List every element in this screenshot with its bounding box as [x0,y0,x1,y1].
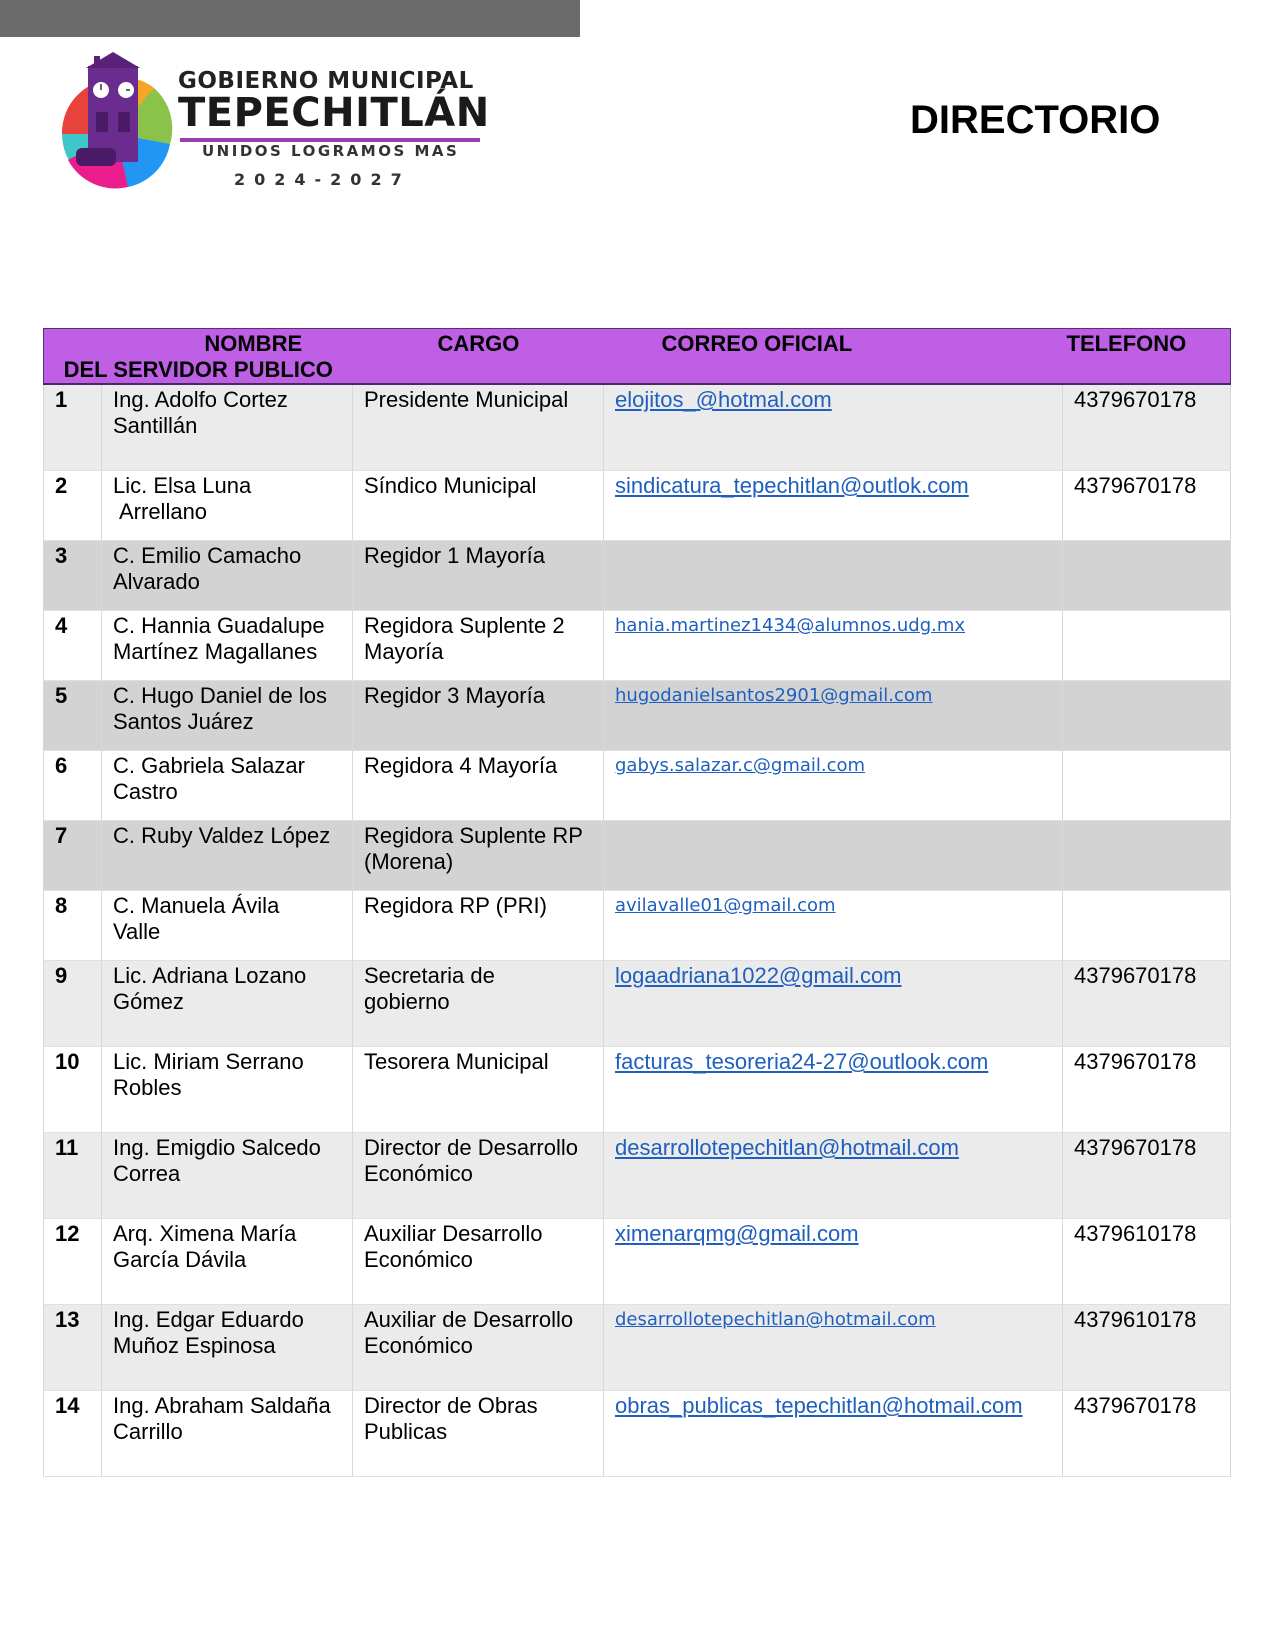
row-number: 14 [44,1391,102,1477]
row-number: 5 [44,681,102,751]
header-nombre [44,329,353,385]
cargo-cell [353,961,604,1047]
table-row [44,821,1231,891]
name-line: García Dávila [113,1247,247,1272]
phone-cell: 4379610178 [1063,1305,1231,1391]
phone-cell [1063,821,1231,891]
email-link[interactable]: elojitos_@hotmal.com [604,384,1063,471]
cargo-line: Secretaria de [364,963,495,988]
email-link[interactable]: desarrollotepechitlan@hotmail.com [604,1305,1063,1391]
phone-cell: 4379670178 [1063,471,1231,541]
row-number: 9 [44,961,102,1047]
table-row [44,541,1231,611]
phone-cell [1063,541,1231,611]
cargo-line: Regidora RP (PRI) [364,893,547,918]
header-cargo: CARGO [353,329,604,385]
row-number: 13 [44,1305,102,1391]
name-cell [102,1305,353,1391]
name-cell [102,611,353,681]
cargo-cell [353,751,604,821]
name-line: Arq. Ximena María [113,1221,297,1246]
cargo-cell [353,821,604,891]
email-link[interactable]: hania.martinez1434@alumnos.udg.mx [604,611,1063,681]
phone-cell [1063,891,1231,961]
top-gray-bar [0,0,580,37]
page-title: DIRECTORIO [910,98,1161,142]
name-line: Correa [113,1161,181,1186]
name-cell [102,1047,353,1133]
cargo-line: gobierno [364,989,450,1014]
row-number: 2 [44,471,102,541]
name-line: Martínez Magallanes [113,639,318,664]
phone-cell [1063,751,1231,821]
email-link[interactable]: avilavalle01@gmail.com [604,891,1063,961]
name-line: Ing. Emigdio Salcedo [113,1135,321,1160]
header-nombre-line2: DEL SERVIDOR PUBLICO [63,357,333,382]
name-line: Santos Juárez [113,709,254,734]
name-cell [102,384,353,471]
cargo-cell [353,1047,604,1133]
name-cell [102,891,353,961]
row-number: 11 [44,1133,102,1219]
email-link[interactable]: gabys.salazar.c@gmail.com [604,751,1063,821]
cargo-cell [353,1305,604,1391]
name-line: Valle [113,919,161,944]
table-row [44,471,1231,541]
email-link[interactable]: ximenarqmg@gmail.com [604,1219,1063,1305]
row-number: 4 [44,611,102,681]
name-line: Arrellano [119,499,208,524]
cargo-line: Presidente Municipal [364,387,569,412]
name-line: Ing. Adolfo Cortez [113,387,288,412]
logo-line-gobierno: GOBIERNO MUNICIPAL [178,68,474,94]
email-link[interactable]: sindicatura_tepechitlan@outlok.com [604,471,1063,541]
name-line: Gómez [113,989,184,1014]
email-link[interactable]: facturas_tesoreria24-27@outlook.com [604,1047,1063,1133]
email-link[interactable]: logaadriana1022@gmail.com [604,961,1063,1047]
name-cell [102,541,353,611]
cargo-cell [353,891,604,961]
cargo-line: Síndico Municipal [364,473,537,498]
cargo-cell [353,384,604,471]
email-link[interactable]: desarrollotepechitlan@hotmail.com [604,1133,1063,1219]
cargo-line: Regidor 1 Mayoría [364,543,545,568]
name-line: Castro [113,779,178,804]
name-cell [102,751,353,821]
table-row [44,891,1231,961]
cargo-cell [353,681,604,751]
table-row [44,1391,1231,1477]
name-line: Alvarado [113,569,200,594]
name-line: Ing. Abraham Saldaña [113,1393,331,1418]
directory-table [43,328,1231,1477]
header-correo: CORREO OFICIAL [604,329,1063,385]
phone-cell: 4379610178 [1063,1219,1231,1305]
header-telefono: TELEFONO [1063,329,1231,385]
phone-cell [1063,611,1231,681]
name-line: Ing. Edgar Eduardo [113,1307,304,1332]
logo-years: 2024-2027 [234,170,411,189]
cargo-line: Director de Desarrollo [364,1135,578,1160]
cargo-line: (Morena) [364,849,454,874]
header-nombre-line1: NOMBRE [204,331,303,356]
clock-tower-emblem-icon [58,52,176,192]
name-cell [102,471,353,541]
table-row [44,611,1231,681]
row-number: 12 [44,1219,102,1305]
logo-line-tepechitlan: TEPECHITLÁN [178,90,490,136]
name-line: Robles [113,1075,182,1100]
cargo-line: Auxiliar de Desarrollo [364,1307,574,1332]
logo-slogan: UNIDOS LOGRAMOS MAS [202,142,460,160]
name-cell [102,1133,353,1219]
name-line: Carrillo [113,1419,183,1444]
name-line: Lic. Adriana Lozano [113,963,307,988]
name-line: Santillán [113,413,198,438]
phone-cell: 4379670178 [1063,1133,1231,1219]
row-number: 3 [44,541,102,611]
email-link[interactable] [604,541,1063,611]
municipal-logo [58,52,498,202]
row-number: 6 [44,751,102,821]
row-number: 7 [44,821,102,891]
row-number: 8 [44,891,102,961]
name-cell [102,681,353,751]
cargo-line: Regidora 4 Mayoría [364,753,558,778]
name-line: C. Ruby Valdez López [113,823,331,848]
table-header-row [44,329,1231,385]
table-row [44,961,1231,1047]
cargo-line: Publicas [364,1419,448,1444]
row-number: 10 [44,1047,102,1133]
cargo-cell [353,1391,604,1477]
phone-cell: 4379670178 [1063,1047,1231,1133]
cargo-cell [353,611,604,681]
phone-cell: 4379670178 [1063,1391,1231,1477]
name-cell [102,961,353,1047]
cargo-line: Económico [364,1333,473,1358]
name-line: C. Hannia Guadalupe [113,613,325,638]
cargo-cell [353,471,604,541]
name-cell [102,1219,353,1305]
name-line: Muñoz Espinosa [113,1333,276,1358]
name-line: C. Manuela Ávila [113,893,280,918]
row-number: 1 [44,384,102,471]
name-cell [102,821,353,891]
cargo-cell [353,541,604,611]
table-row [44,751,1231,821]
email-link[interactable] [604,821,1063,891]
cargo-line: Regidora Suplente 2 [364,613,565,638]
cargo-cell [353,1219,604,1305]
cargo-line: Tesorera Municipal [364,1049,549,1074]
phone-cell [1063,681,1231,751]
name-line: Lic. Elsa Luna [113,473,252,498]
cargo-line: Regidora Suplente RP [364,823,583,848]
table-row [44,1047,1231,1133]
table-row [44,1133,1231,1219]
table-row [44,681,1231,751]
table-row [44,1305,1231,1391]
phone-cell: 4379670178 [1063,961,1231,1047]
name-line: C. Hugo Daniel de los [113,683,328,708]
name-line: C. Gabriela Salazar [113,753,305,778]
cargo-line: Económico [364,1161,473,1186]
cargo-line: Director de Obras [364,1393,538,1418]
name-line: Lic. Miriam Serrano [113,1049,304,1074]
cargo-line: Mayoría [364,639,444,664]
email-link[interactable]: hugodanielsantos2901@gmail.com [604,681,1063,751]
cargo-line: Auxiliar Desarrollo [364,1221,543,1246]
email-link[interactable]: obras_publicas_tepechitlan@hotmail.com [604,1391,1063,1477]
name-line: C. Emilio Camacho [113,543,302,568]
table-row [44,384,1231,471]
cargo-cell [353,1133,604,1219]
table-row [44,1219,1231,1305]
cargo-line: Regidor 3 Mayoría [364,683,545,708]
phone-cell: 4379670178 [1063,384,1231,471]
name-cell [102,1391,353,1477]
cargo-line: Económico [364,1247,473,1272]
